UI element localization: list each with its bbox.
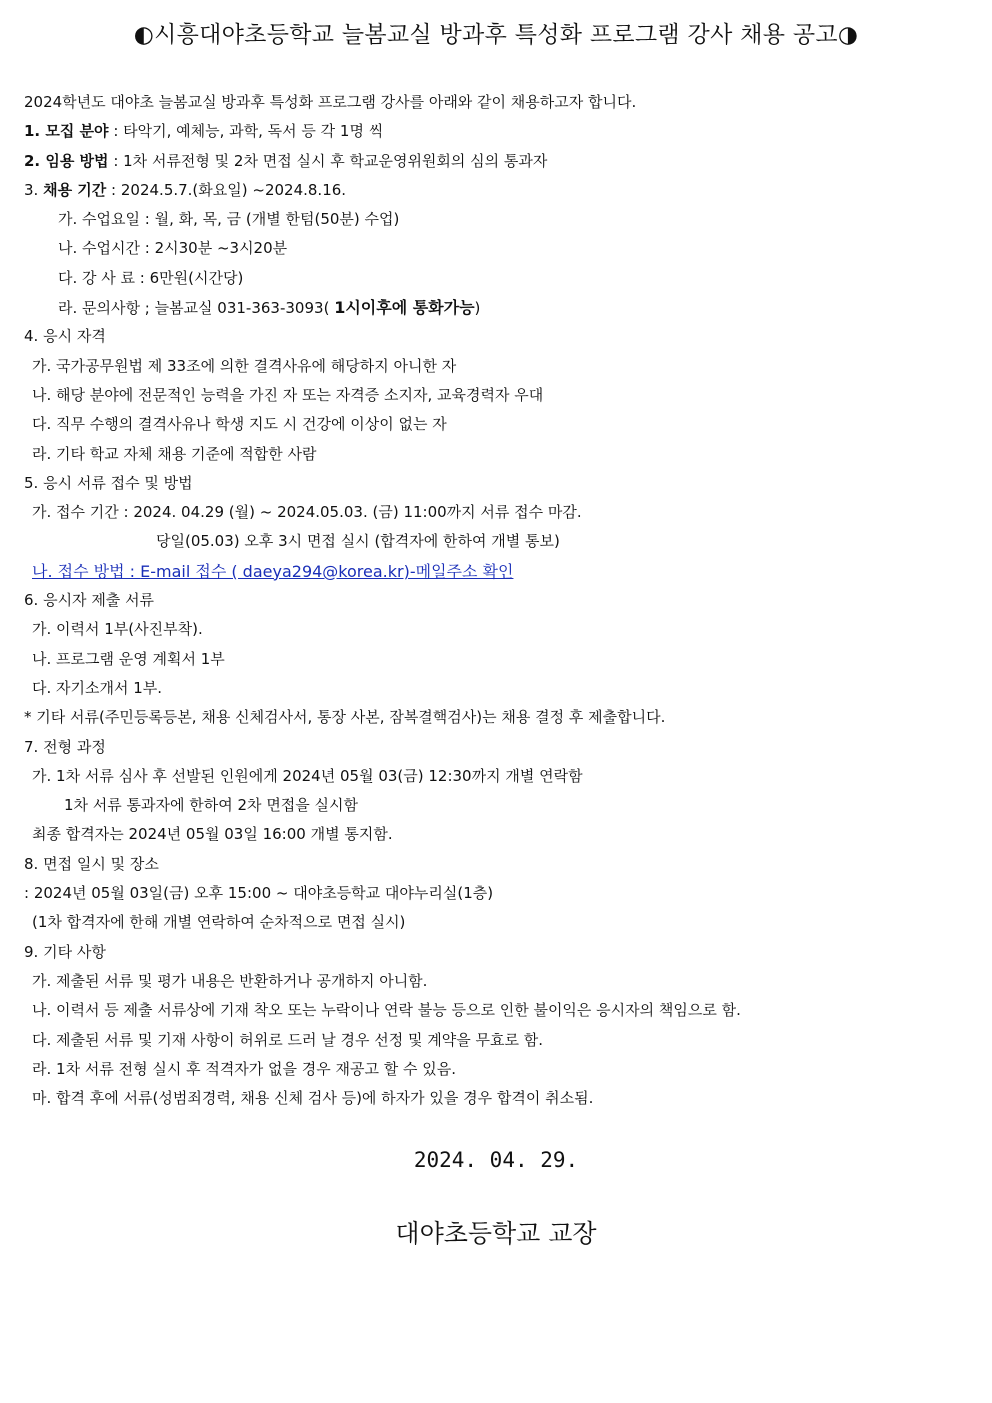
section-9-item-b: 나. 이력서 등 제출 서류상에 기재 착오 또는 누락이나 연락 불능 등으로 인한 불이익은 응시자의 책임으로 함. (32, 1001, 741, 1020)
section-3-prefix: 3. (24, 180, 44, 199)
section-4-item-c: 다. 직무 수행의 결격사유나 학생 지도 시 건강에 이상이 없는 자 (32, 415, 447, 434)
section-5-item-a: 가. 접수 기간 : 2024. 04.29 (월) ~ 2024.05.03. (금) 11:00까지 서류 접수 마감. (32, 503, 582, 522)
section-2-label: 2. 임용 방법 (24, 151, 109, 170)
section-4-item-a: 가. 국가공무원법 제 33조에 의한 결격사유에 해당하지 아니한 자 (32, 356, 457, 375)
section-6-item-a: 가. 이력서 1부(사진부착). (32, 620, 203, 639)
section-7-heading: 7. 전형 과정 (24, 737, 106, 756)
section-7-final: 최종 합격자는 2024년 05월 03일 16:00 개별 통지함. (32, 825, 393, 844)
section-9-item-e: 마. 합격 후에 서류(성범죄경력, 채용 신체 검사 등)에 하자가 있을 경우 합격이 취소됨. (32, 1089, 594, 1108)
contact-prefix: 라. 문의사항 ; 늘봄교실 031-363-3093( (58, 299, 335, 318)
section-3 (24, 176, 952, 205)
section-3-text: : 2024.5.7.(화요일) ~2024.8.16. (106, 180, 347, 199)
contact-hours: 1시이후에 통화가능 (334, 298, 475, 318)
section-9-heading: 9. 기타 사항 (24, 942, 106, 961)
section-7-item-a: 가. 1차 서류 심사 후 선발된 인원에게 2024년 05월 03(금) 12:30까지 개별 연락함 (32, 766, 583, 785)
section-8-item-a: : 2024년 05월 03일(금) 오후 15:00 ~ 대야초등학교 대야누리실(1층) (24, 884, 494, 903)
section-8-item-b: (1차 합격자에 한해 개별 연락하여 순차적으로 면접 실시) (32, 913, 406, 932)
section-4-item-b: 나. 해당 분야에 전문적인 능력을 가진 자 또는 자격증 소지자, 교육경력자 우대 (32, 385, 544, 404)
submission-method-label: 나. 접수 방법 : (32, 561, 141, 581)
section-3-item-d (24, 293, 952, 322)
section-2 (24, 147, 952, 176)
section-4-item-d: 라. 기타 학교 자체 채용 기준에 적합한 사람 (32, 444, 317, 463)
section-3-item-a: 가. 수업요일 : 월, 화, 목, 금 (개별 한텀(50분) 수업) (58, 210, 400, 229)
section-8-heading: 8. 면접 일시 및 장소 (24, 854, 159, 873)
section-6-heading: 6. 응시자 제출 서류 (24, 591, 155, 610)
email-link[interactable]: E-mail 접수 ( daeya294@korea.kr)-메일주소 확인 (140, 561, 514, 581)
section-9-item-c: 다. 제출된 서류 및 기재 사항이 허위로 드러 날 경우 선정 및 계약을 무효로 함. (32, 1030, 543, 1049)
section-4-heading: 4. 응시 자격 (24, 327, 106, 346)
intro-text: 2024학년도 대야초 늘봄교실 방과후 특성화 프로그램 강사를 아래와 같이 채용하고자 합니다. (24, 93, 637, 111)
section-1-label: 1. 모집 분야 (24, 122, 109, 141)
section-6-item-b: 나. 프로그램 운영 계획서 1부 (32, 649, 225, 668)
section-9-item-d: 라. 1차 서류 전형 실시 후 적격자가 없을 경우 재공고 할 수 있음. (32, 1059, 457, 1078)
section-2-text: : 1차 서류전형 및 2차 면접 실시 후 학교운영위원회의 심의 통과자 (108, 151, 548, 170)
notice-date: 2024. 04. 29. (413, 1148, 579, 1172)
section-7-item-a-cont: 1차 서류 통과자에 한하여 2차 면접을 실시함 (64, 796, 359, 815)
section-6-item-c: 다. 자기소개서 1부. (32, 678, 163, 697)
section-5-item-a-cont: 당일(05.03) 오후 3시 면접 실시 (합격자에 한하여 개별 통보) (156, 532, 560, 551)
section-3-item-b: 나. 수업시간 : 2시30분 ~3시20분 (58, 239, 288, 258)
section-1-text: : 타악기, 예체능, 과학, 독서 등 각 1명 씩 (108, 122, 384, 141)
page-title: ◐시흥대야초등학교 늘봄교실 방과후 특성화 프로그램 강사 채용 공고◑ (133, 22, 859, 48)
section-5-heading: 5. 응시 서류 접수 및 방법 (24, 473, 193, 492)
section-3-item-c: 다. 강 사 료 : 6만원(시간당) (58, 268, 244, 287)
notice-body (24, 88, 952, 1113)
contact-suffix: ) (474, 299, 481, 318)
section-1 (24, 117, 952, 146)
section-6-note: * 기타 서류(주민등록등본, 채용 신체검사서, 통장 사본, 잠복결핵검사)는 채용 결정 후 제출합니다. (24, 708, 666, 727)
section-5-item-b (24, 557, 952, 586)
section-3-label: 채용 기간 (43, 180, 107, 199)
section-9-item-a: 가. 제출된 서류 및 평가 내용은 반환하거나 공개하지 아니함. (32, 971, 428, 990)
signature: 대야초등학교 교장 (395, 1219, 597, 1248)
